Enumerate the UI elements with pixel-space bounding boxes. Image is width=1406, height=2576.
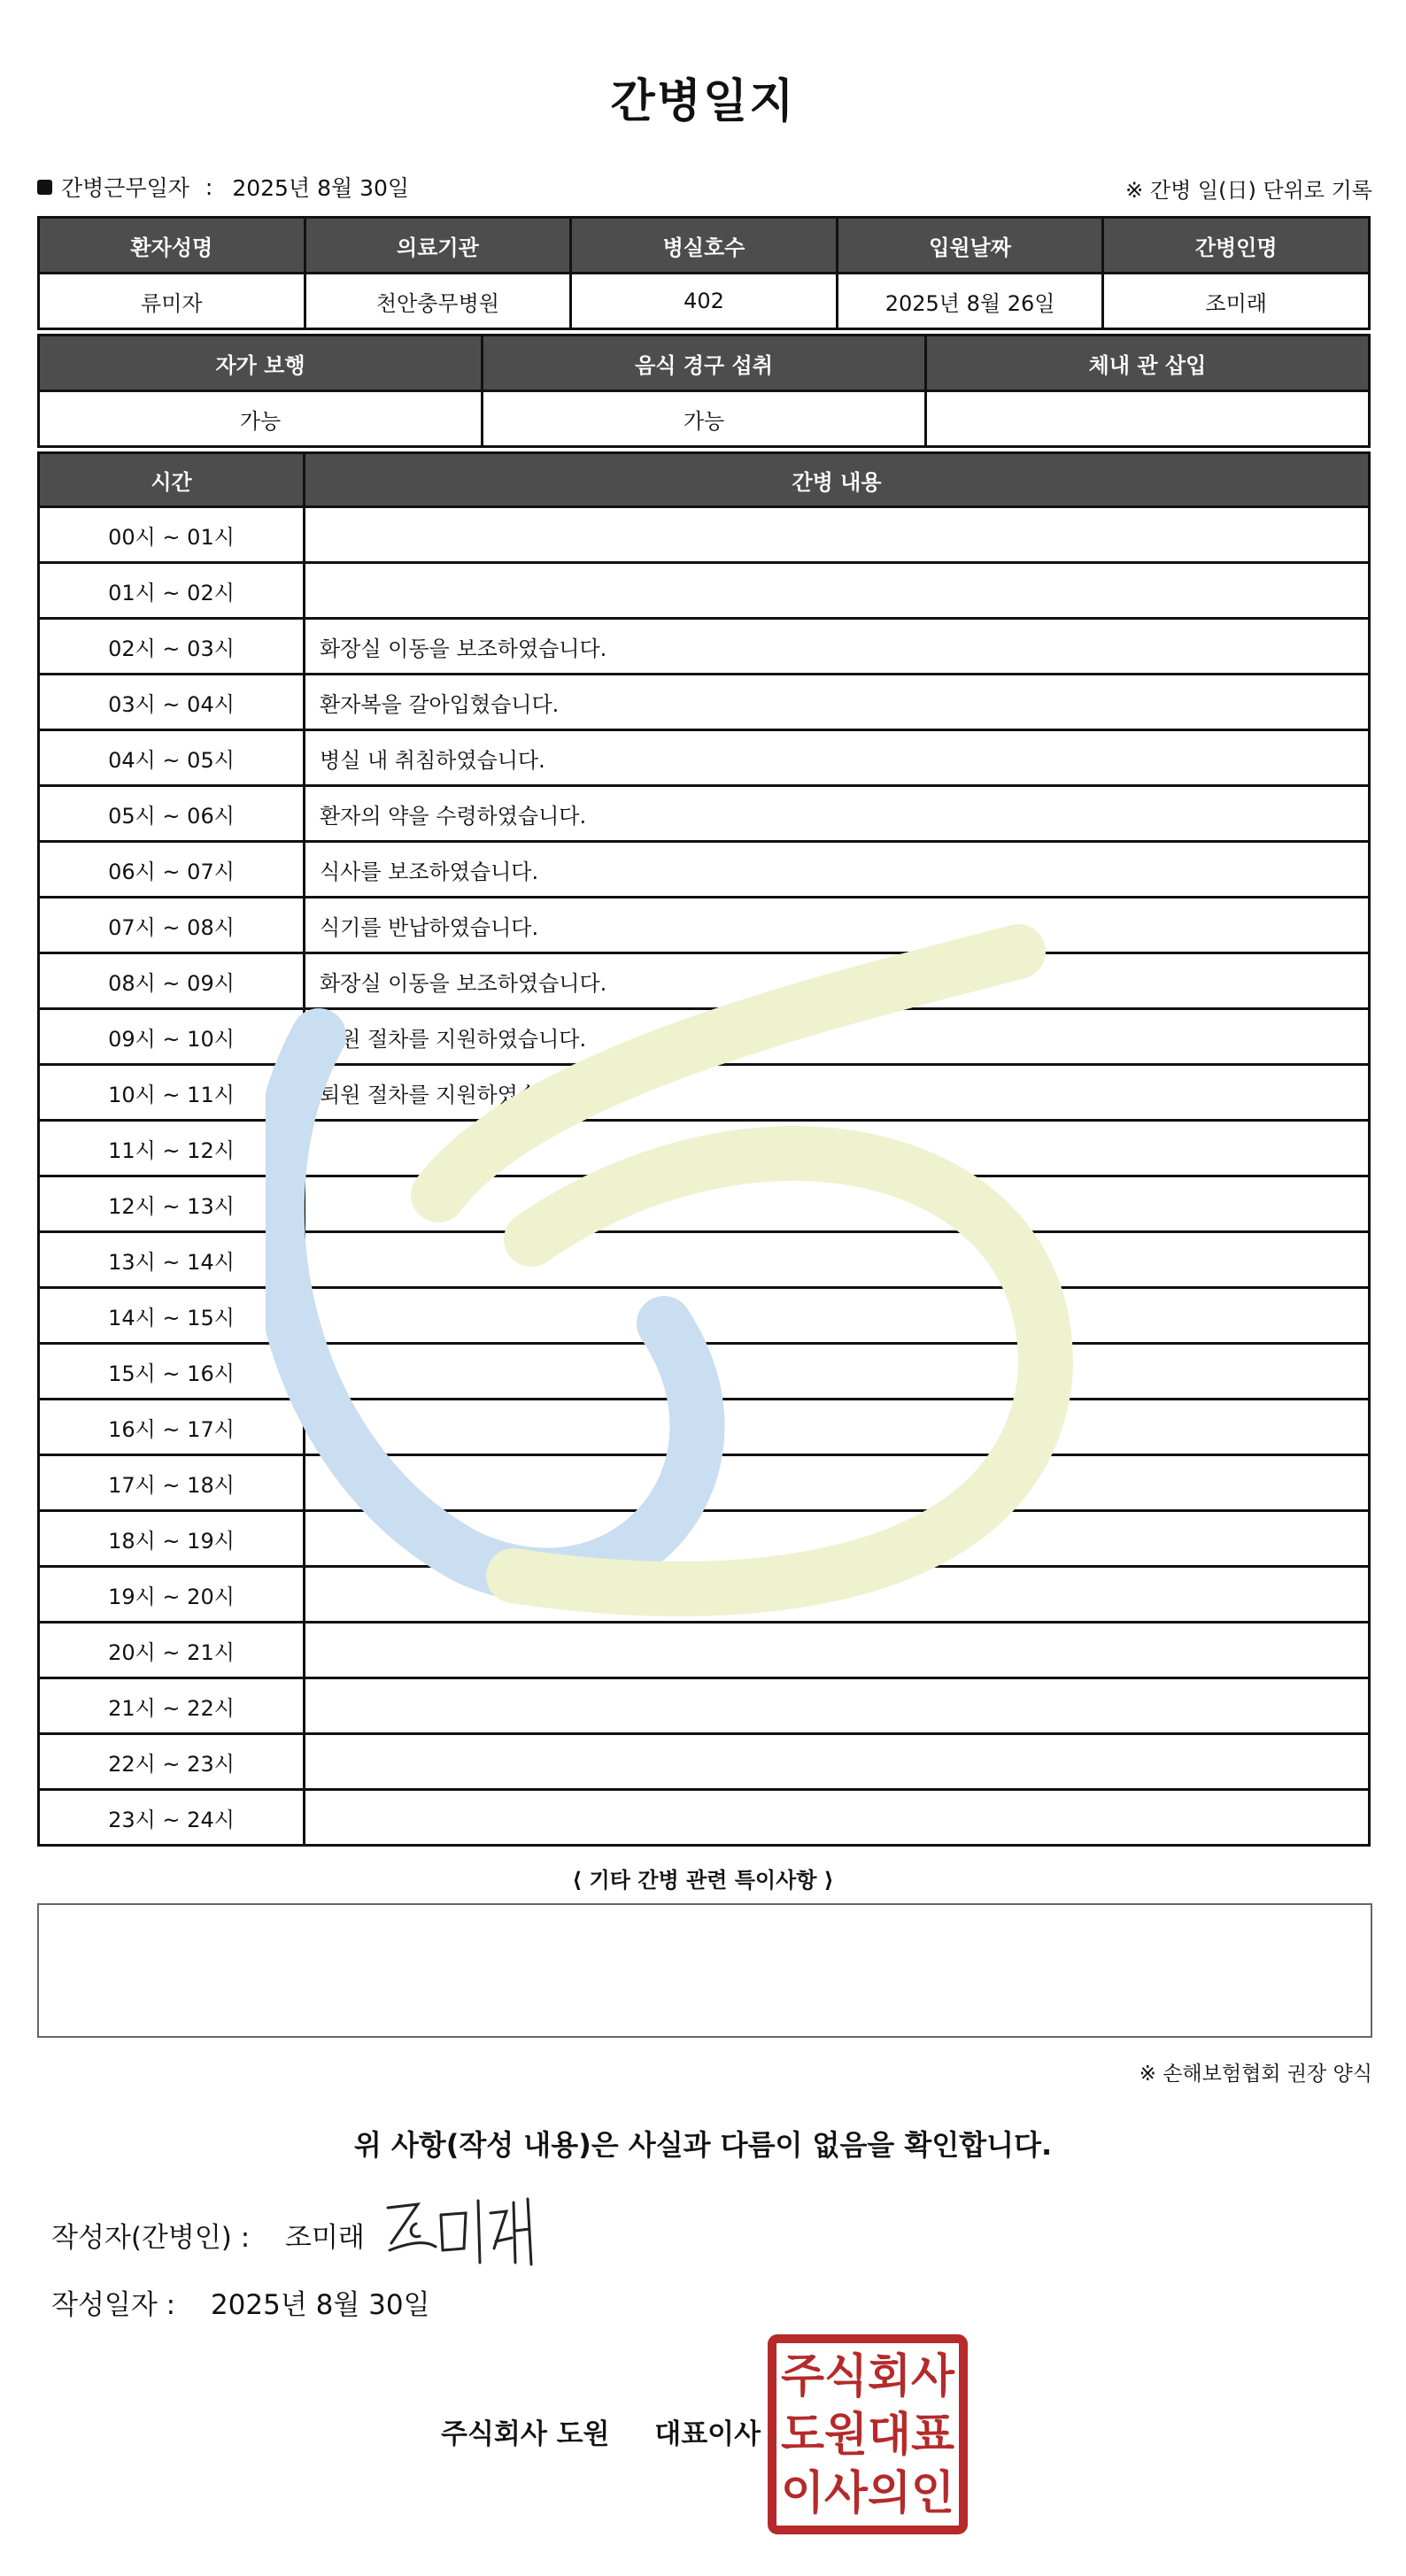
log-time: 20시 ~ 21시 bbox=[39, 1623, 305, 1678]
log-row bbox=[39, 730, 1370, 786]
log-row bbox=[39, 898, 1370, 953]
header-oral-intake: 음식 경구 섭취 bbox=[483, 335, 926, 391]
seal-text-row: 주식회사 bbox=[781, 2350, 955, 2403]
company-name: 주식회사 도원 bbox=[441, 2418, 610, 2450]
patient-name: 류미자 bbox=[39, 274, 305, 329]
log-time: 22시 ~ 23시 bbox=[39, 1734, 305, 1790]
log-time: 08시 ~ 09시 bbox=[39, 953, 305, 1009]
header-admission-date: 입원날짜 bbox=[837, 218, 1103, 274]
confirmation-statement: 위 사항(작성 내용)은 사실과 다름이 없음을 확인합니다. bbox=[353, 2128, 1053, 2162]
log-row bbox=[39, 1344, 1370, 1400]
hospital: 천안충무병원 bbox=[305, 274, 571, 329]
special-notes-box bbox=[37, 1903, 1372, 2038]
log-row bbox=[39, 619, 1370, 675]
writer-label: 작성자(간병인) : bbox=[51, 2222, 251, 2254]
log-content bbox=[305, 1232, 1370, 1288]
log-time: 04시 ~ 05시 bbox=[39, 730, 305, 786]
log-content: 화장실 이동을 보조하였습니다. bbox=[305, 953, 1370, 1009]
log-time: 15시 ~ 16시 bbox=[39, 1344, 305, 1400]
caregiver-name: 조미래 bbox=[1103, 274, 1370, 329]
log-content: 퇴원 절차를 지원하였습니다. bbox=[305, 1065, 1370, 1121]
log-content bbox=[305, 1790, 1370, 1846]
log-content: 화장실 이동을 보조하였습니다. bbox=[305, 619, 1370, 675]
log-content bbox=[305, 1400, 1370, 1455]
log-row bbox=[39, 786, 1370, 842]
log-time: 12시 ~ 13시 bbox=[39, 1176, 305, 1232]
log-row bbox=[39, 1232, 1370, 1288]
log-time: 03시 ~ 04시 bbox=[39, 675, 305, 730]
log-time: 11시 ~ 12시 bbox=[39, 1121, 305, 1176]
work-date-label: 간병근무일자 bbox=[61, 175, 189, 201]
writer-name: 조미래 bbox=[285, 2222, 365, 2254]
log-content bbox=[305, 1344, 1370, 1400]
log-row bbox=[39, 1678, 1370, 1734]
seal-text-row: 도원대표 bbox=[781, 2409, 954, 2462]
admission-date: 2025년 8월 26일 bbox=[837, 274, 1103, 329]
company-line bbox=[441, 2411, 761, 2451]
log-row bbox=[39, 507, 1370, 563]
log-time: 21시 ~ 22시 bbox=[39, 1678, 305, 1734]
special-notes-title: ⟨ 기타 간병 관련 특이사항 ⟩ bbox=[572, 1868, 834, 1893]
log-time: 09시 ~ 10시 bbox=[39, 1009, 305, 1065]
written-date-value: 2025년 8월 30일 bbox=[210, 2289, 430, 2321]
log-content: 환자복을 갈아입혔습니다. bbox=[305, 675, 1370, 730]
log-content bbox=[305, 1176, 1370, 1232]
log-row bbox=[39, 1511, 1370, 1567]
log-time: 02시 ~ 03시 bbox=[39, 619, 305, 675]
company-seal-stamp bbox=[767, 2333, 969, 2535]
written-date-label: 작성일자 : bbox=[51, 2289, 176, 2321]
log-row bbox=[39, 1400, 1370, 1455]
room-number: 402 bbox=[571, 274, 838, 329]
header-hospital: 의료기관 bbox=[305, 218, 571, 274]
log-row bbox=[39, 1623, 1370, 1678]
log-row bbox=[39, 953, 1370, 1009]
log-content bbox=[305, 1288, 1370, 1344]
log-content: 환자의 약을 수령하였습니다. bbox=[305, 786, 1370, 842]
log-time: 00시 ~ 01시 bbox=[39, 507, 305, 563]
log-row bbox=[39, 1176, 1370, 1232]
log-content bbox=[305, 1678, 1370, 1734]
log-content bbox=[305, 563, 1370, 619]
log-time: 13시 ~ 14시 bbox=[39, 1232, 305, 1288]
log-row bbox=[39, 1567, 1370, 1623]
log-row bbox=[39, 1455, 1370, 1511]
log-time: 19시 ~ 20시 bbox=[39, 1567, 305, 1623]
log-row bbox=[39, 1121, 1370, 1176]
header-time: 시간 bbox=[39, 453, 305, 507]
log-content: 식기를 반납하였습니다. bbox=[305, 898, 1370, 953]
header-tube-insertion: 체내 관 삽입 bbox=[926, 335, 1370, 391]
log-content bbox=[305, 1455, 1370, 1511]
header-care-content: 간병 내용 bbox=[305, 453, 1370, 507]
log-content bbox=[305, 1734, 1370, 1790]
log-content bbox=[305, 1623, 1370, 1678]
log-time: 23시 ~ 24시 bbox=[39, 1790, 305, 1846]
log-time: 10시 ~ 11시 bbox=[39, 1065, 305, 1121]
log-time: 17시 ~ 18시 bbox=[39, 1455, 305, 1511]
record-unit-note: ※ 간병 일(日) 단위로 기록 bbox=[1125, 178, 1372, 203]
log-time: 07시 ~ 08시 bbox=[39, 898, 305, 953]
log-row bbox=[39, 1734, 1370, 1790]
written-date-line bbox=[51, 2282, 430, 2322]
log-content bbox=[305, 1121, 1370, 1176]
log-time: 06시 ~ 07시 bbox=[39, 842, 305, 898]
log-time: 18시 ~ 19시 bbox=[39, 1511, 305, 1567]
work-date bbox=[37, 171, 409, 203]
log-content bbox=[305, 1511, 1370, 1567]
header-patient-name: 환자성명 bbox=[39, 218, 305, 274]
log-content bbox=[305, 1567, 1370, 1623]
handwritten-signature bbox=[381, 2188, 540, 2268]
bullet-square-icon bbox=[37, 180, 52, 195]
patient-status-table bbox=[37, 334, 1371, 448]
log-content: 병실 내 취침하였습니다. bbox=[305, 730, 1370, 786]
tube-insertion bbox=[926, 391, 1370, 447]
log-row bbox=[39, 563, 1370, 619]
header-self-walking: 자가 보행 bbox=[39, 335, 483, 391]
log-content bbox=[305, 507, 1370, 563]
self-walking: 가능 bbox=[39, 391, 483, 447]
work-date-separator: : bbox=[205, 174, 213, 200]
writer-line bbox=[51, 2215, 365, 2255]
log-content: 퇴원 절차를 지원하였습니다. bbox=[305, 1009, 1370, 1065]
log-time: 16시 ~ 17시 bbox=[39, 1400, 305, 1455]
log-row bbox=[39, 842, 1370, 898]
log-time: 01시 ~ 02시 bbox=[39, 563, 305, 619]
log-row bbox=[39, 1790, 1370, 1846]
company-ceo-title: 대표이사 bbox=[654, 2418, 761, 2450]
care-log-table bbox=[37, 451, 1371, 1847]
header-room-number: 병실호수 bbox=[571, 218, 838, 274]
log-row bbox=[39, 1288, 1370, 1344]
seal-text-row: 이사의인 bbox=[781, 2467, 954, 2520]
recommended-form-note: ※ 손해보험협회 권장 양식 bbox=[1139, 2063, 1372, 2086]
log-row bbox=[39, 1065, 1370, 1121]
header-caregiver-name: 간병인명 bbox=[1103, 218, 1370, 274]
oral-intake: 가능 bbox=[483, 391, 926, 447]
log-row bbox=[39, 1009, 1370, 1065]
patient-info-table bbox=[37, 216, 1371, 330]
document-title: 간병일지 bbox=[610, 75, 796, 128]
log-content: 식사를 보조하였습니다. bbox=[305, 842, 1370, 898]
log-row bbox=[39, 675, 1370, 730]
work-date-value: 2025년 8월 30일 bbox=[232, 175, 410, 201]
log-time: 05시 ~ 06시 bbox=[39, 786, 305, 842]
log-time: 14시 ~ 15시 bbox=[39, 1288, 305, 1344]
